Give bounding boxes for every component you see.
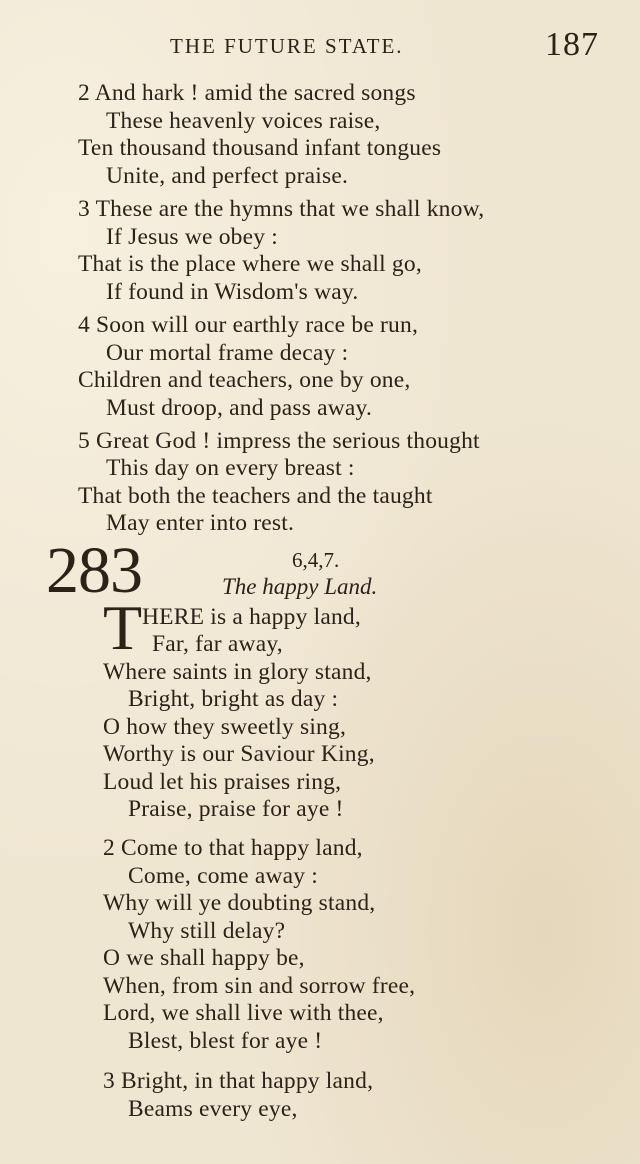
verse-line: 2 Come to that happy land, [103, 835, 363, 861]
hymn-number: 283 [46, 534, 142, 607]
verse-line: O how they sweetly sing, [103, 714, 347, 740]
verse-line: Our mortal frame decay : [106, 340, 349, 366]
verse-line: Unite, and perfect praise. [106, 163, 349, 189]
running-title: THE FUTURE STATE. [170, 34, 404, 58]
verse-line: Ten thousand thousand infant tongues [78, 135, 442, 161]
verse-line: Lord, we shall live with thee, [103, 1000, 384, 1026]
verse-line: Why still delay? [128, 918, 286, 944]
verse-line: HERE is a happy land, [142, 604, 361, 630]
hymn-title: The happy Land. [222, 574, 378, 599]
verse-line: 4 Soon will our earthly race be run, [78, 312, 419, 338]
verse-line: May enter into rest. [106, 510, 295, 536]
verse-line: 3 These are the hymns that we shall know, [78, 196, 485, 222]
verse-line: Where saints in glory stand, [103, 659, 372, 685]
hymn-meter: 6,4,7. [292, 548, 340, 572]
verse-line: If found in Wisdom's way. [106, 279, 359, 305]
verse-line: 3 Bright, in that happy land, [103, 1068, 374, 1094]
verse-line: 2 And hark ! amid the sacred songs [78, 80, 416, 106]
verse-line: Bright, bright as day : [128, 686, 339, 712]
verse-line: Blest, blest for aye ! [128, 1028, 323, 1054]
verse-line: O we shall happy be, [103, 945, 305, 971]
verse-line: Beams every eye, [128, 1096, 298, 1122]
verse-line: When, from sin and sorrow free, [103, 973, 416, 999]
verse-line: Children and teachers, one by one, [78, 367, 411, 393]
verse-line: That is the place where we shall go, [78, 251, 422, 277]
verse-line: That both the teachers and the taught [78, 483, 433, 509]
verse-line: If Jesus we obey : [106, 224, 278, 250]
verse-line: Must droop, and pass away. [106, 395, 373, 421]
verse-line: Worthy is our Saviour King, [103, 741, 375, 767]
verse-line: Praise, praise for aye ! [128, 796, 344, 822]
verse-line: Far, far away, [152, 631, 283, 657]
verse-line: Loud let his praises ring, [103, 769, 342, 795]
verse-line: This day on every breast : [106, 455, 355, 481]
verse-line: 5 Great God ! impress the serious thought [78, 428, 480, 454]
page-number: 187 [545, 26, 599, 63]
verse-line: Come, come away : [128, 863, 319, 889]
verse-line: These heavenly voices raise, [106, 108, 381, 134]
verse-line: Why will ye doubting stand, [103, 890, 376, 916]
drop-cap: T [103, 592, 143, 663]
